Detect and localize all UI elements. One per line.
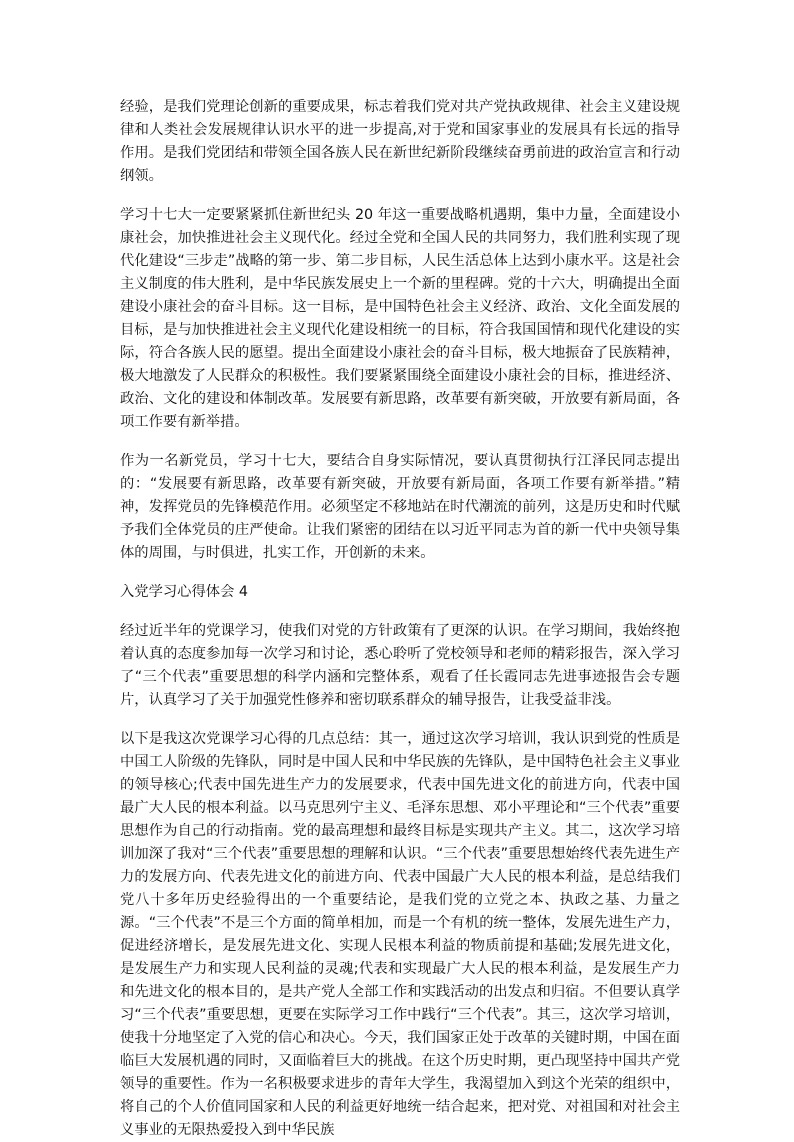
section-heading: 入党学习心得体会 4 bbox=[120, 584, 249, 600]
paragraph-1: 经验，是我们党理论创新的重要成果，标志着我们党对共产党执政规律、社会主义建设规律和人类社会发展规律认识水平的进一步提高,对于党和国家事业的发展具有长远的指导作用。是我们党团结和带领全国各族人民在新世纪新阶段继续奋勇前进的政治宣言和行动纲领。 bbox=[120, 99, 680, 184]
paragraph-4: 经过近半年的党课学习，使我们对党的方针政策有了更深的认识。在学习期间，我始终抱着认真的态度参加每一次学习和讨论，悉心聆听了党校领导和老师的精彩报告，深入学习了“三个代表”重要思想的科学内涵和完整体系，观看了任长霞同志先进事迹报告会专题片，认真学习了关于加强党性修养和密切联系群众的辅导报告，让我受益非浅。 bbox=[120, 623, 680, 708]
paragraph-2: 学习十七大一定要紧紧抓住新世纪头 20 年这一重要战略机遇期，集中力量，全面建设小康社会，加快推进社会主义现代化。经过全党和全国人民的共同努力，我们胜利实现了现代化建设“三步走”战略的第一步、第二步目标，人民生活总体上达到小康水平。这是社会主义制度的伟大胜利，是中华民族发展史上一个新的里程碑。党的十六大，明确提出全面建设小康社会的奋斗目标。这一目标，是中国特色社会主义经济、政治、文化全面发展的目标，是与加快推进社会主义现代化建设相统一的目标，符合我国国情和现代化建设的实际，符合各族人民的愿望。提出全面建设小康社会的奋斗目标，极大地振奋了民族精神，极大地激发了人民群众的积极性。我们要紧紧围绕全面建设小康社会的目标，推进经济、政治、文化的建设和体制改革。发展要有新思路，改革要有新突破，开放要有新局面，各项工作要有新举措。 bbox=[120, 207, 680, 430]
paragraph-5: 以下是我这次党课学习心得的几点总结：其一，通过这次学习培训，我认识到党的性质是中国工人阶级的先锋队，同时是中国人民和中华民族的先锋队，是中国特色社会主义事业的领导核心;代表中国先进生产力的发展要求，代表中国先进文化的前进方向，代表中国最广大人民的根本利益。以马克思列宁主义、毛泽东思想、邓小平理论和“三个代表”重要思想作为自己的行动指南。党的最高理想和最终目标是实现共产主义。其二，这次学习培训加深了我对“三个代表”重要思想的理解和认识。“三个代表”重要思想始终代表先进生产力的发展方向、代表先进文化的前进方向、代表中国最广大人民的根本利益，是总结我们党八十多年历史经验得出的一个重要结论，是我们党的立党之本、执政之基、力量之源。“三个代表”不是三个方面的简单相加，而是一个有机的统一整体，发展先进生产力，促进经济增长，是发展先进文化、实现人民根本利益的物质前提和基础;发展先进文化，是发展生产力和实现人民利益的灵魂;代表和实现最广大人民的根本利益，是发展生产力和先进文化的根本目的，是共产党人全部工作和实践活动的出发点和归宿。不但要认真学习“三个代表”重要思想，更要在实际学习工作中践行“三个代表”。其三，这次学习培训，使我十分地坚定了入党的信心和决心。今天，我们国家正处于改革的关键时期，中国在面临巨大发展机遇的同时，又面临着巨大的挑战。在这个历史时期，更凸现坚持中国共产党领导的重要性。作为一名积极要求进步的青年大学生，我渴望加入到这个光荣的组织中，将自己的个人价值同国家和人民的利益更好地统一结合起来，把对党、对祖国和对社会主义事业的无限热爱投入到中华民族 bbox=[120, 731, 680, 1138]
paragraph-3: 作为一名新党员，学习十七大，要结合自身实际情况，要认真贯彻执行江泽民同志提出的：“发展要有新思路，改革要有新突破，开放要有新局面，各项工作要有新举措。”精神，发挥党员的先锋模范作用。必须坚定不移地站在时代潮流的前列，这是历史和时代赋予我们全体党员的庄严使命。让我们紧密的团结在以习近平同志为首的新一代中央领导集体的周围，与时俱进，扎实工作，开创新的未来。 bbox=[120, 453, 680, 561]
document-page bbox=[120, 96, 680, 1142]
